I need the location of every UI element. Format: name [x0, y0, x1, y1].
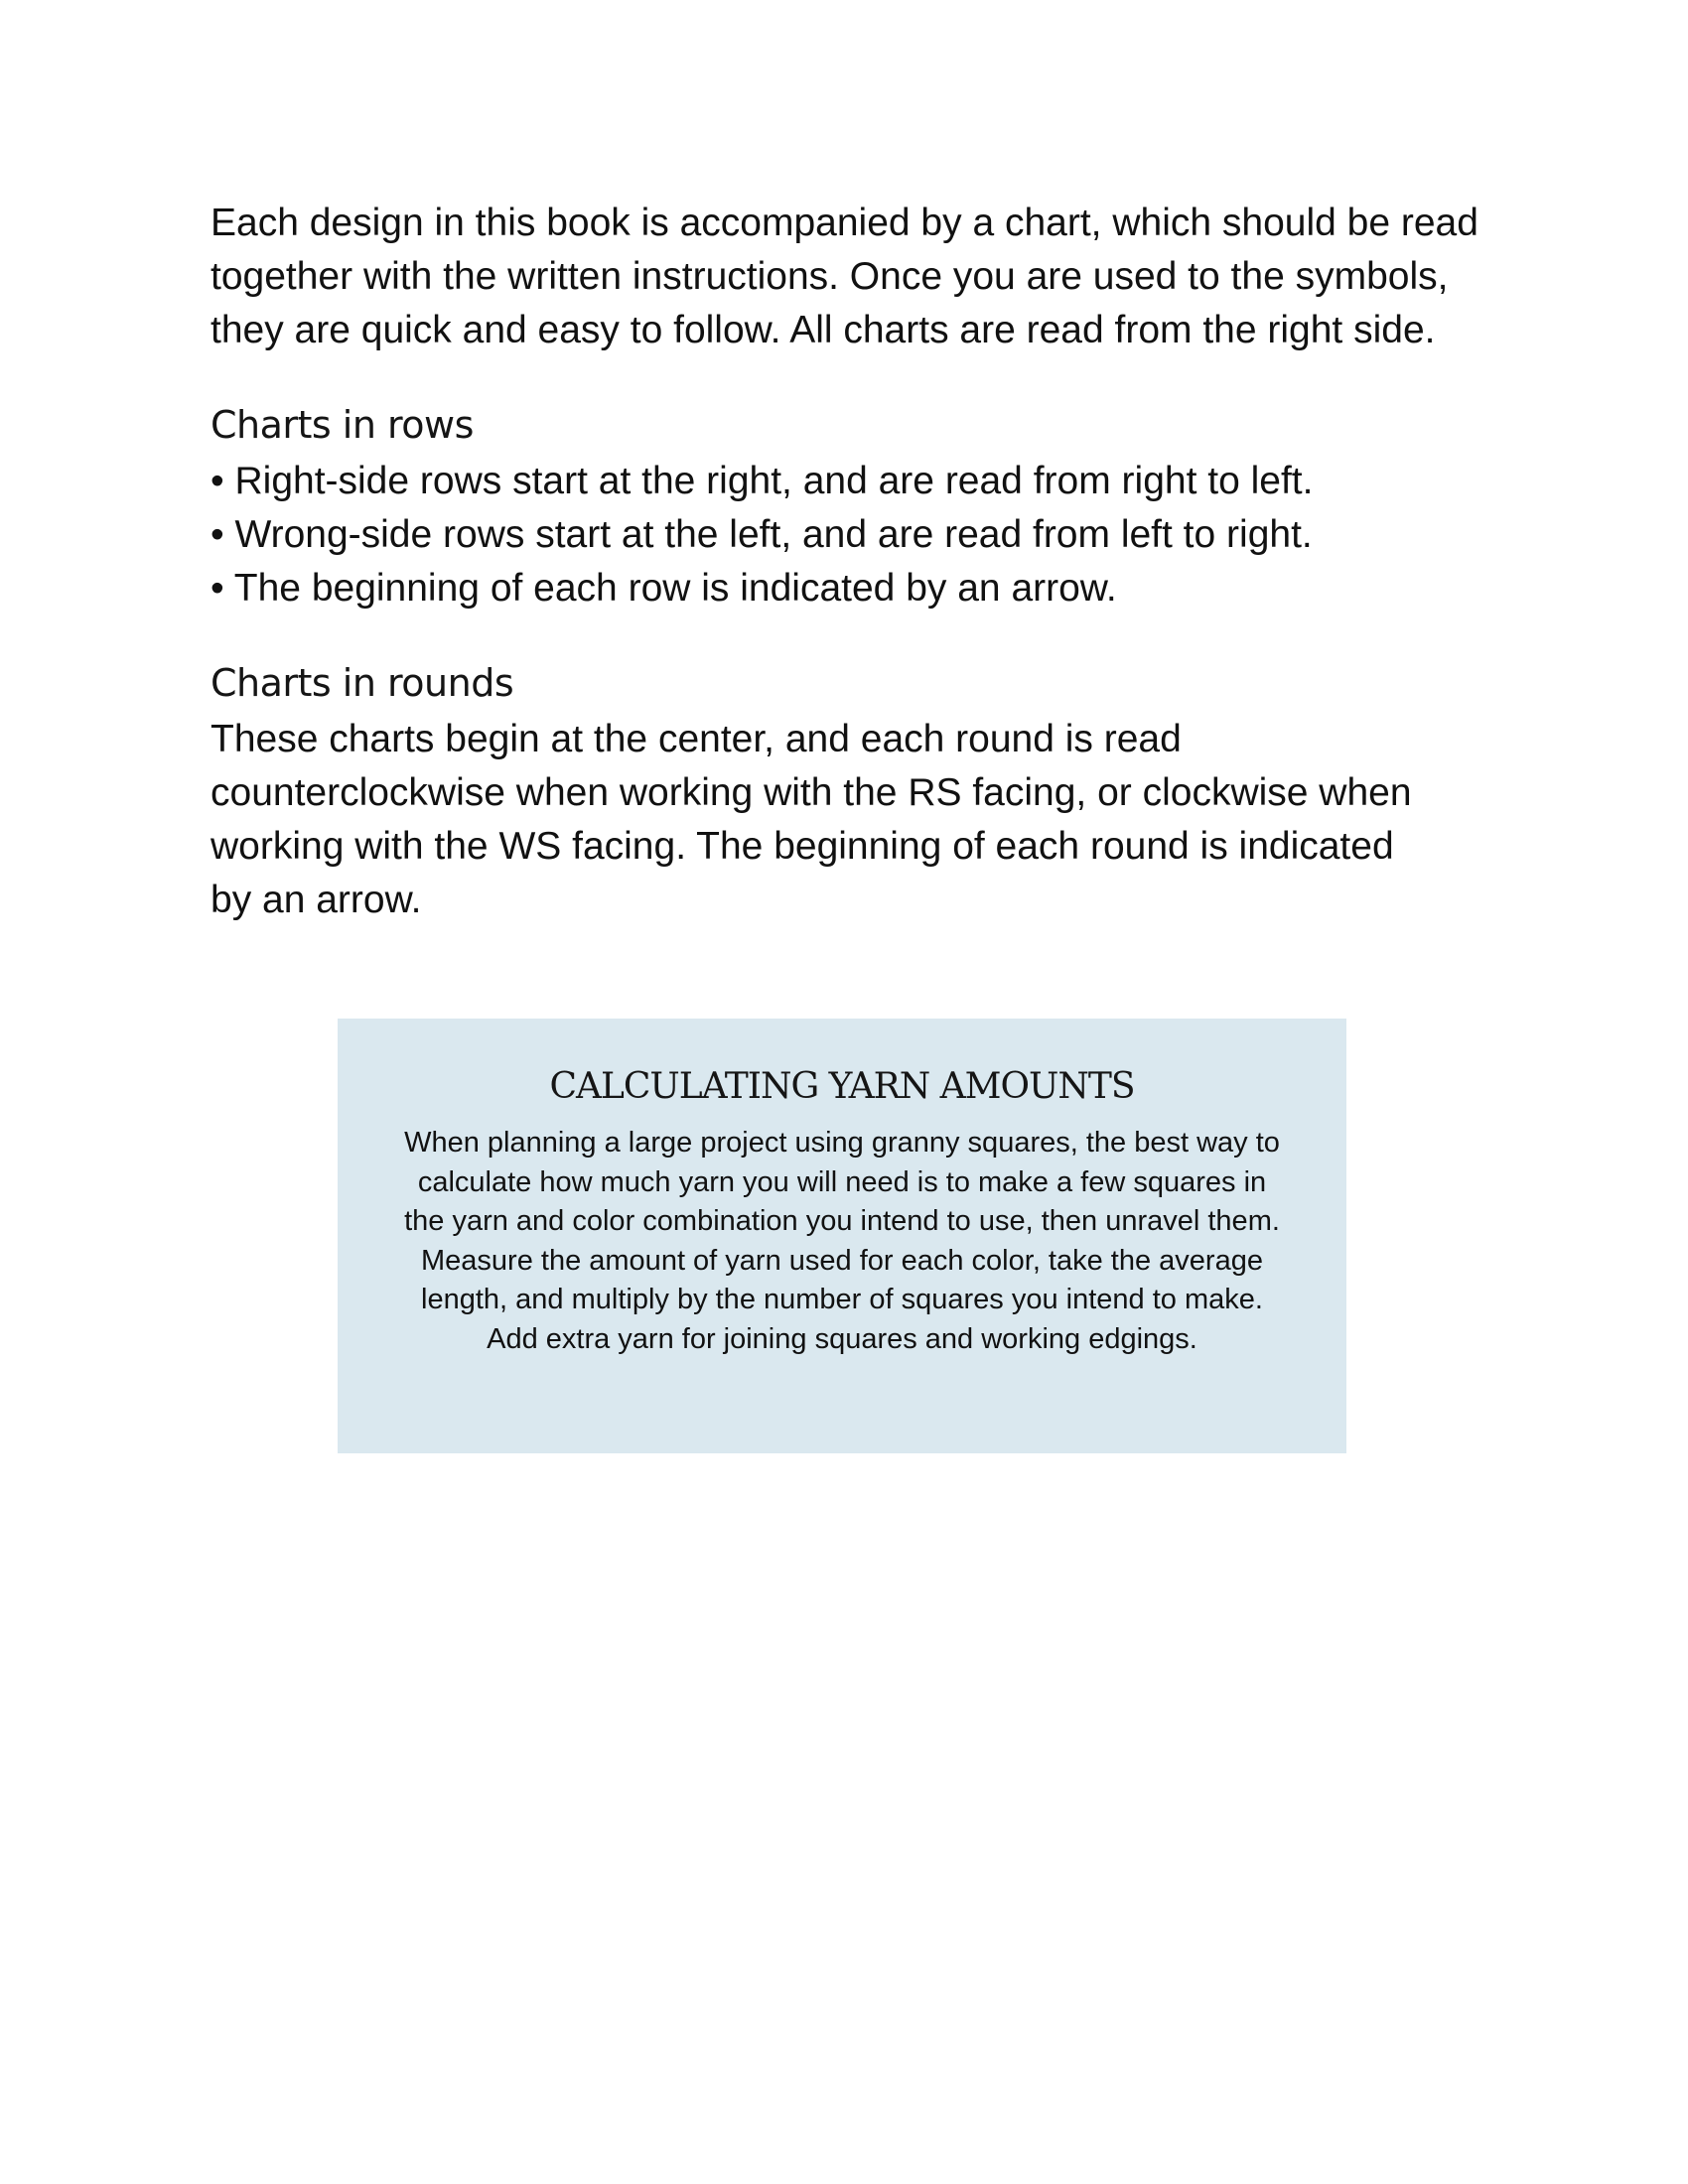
- charts-in-rounds-body: These charts begin at the center, and each round is read counterclockwise when working with the RS facing, or clockwise when working with the WS facing. The beginning of each round is indicated by an arrow.: [211, 718, 1412, 921]
- intro-paragraph: Each design in this book is accompanied by a chart, which should be read together with the written instructions. Once you are used to the symbols, they are quick and easy to follow. All charts are read from the right side.: [211, 202, 1478, 351]
- charts-in-rows-section: [211, 401, 1501, 615]
- charts-in-rows-list: [211, 455, 1501, 615]
- main-content: [211, 197, 1501, 927]
- info-box-body: When planning a large project using granny squares, the best way to calculate how much yarn you will need is to make a few squares in the yarn and color combination you intend to use, then unravel them. Measure the amount of yarn used for each color, take the average length, and multiply by the number of squares you intend to make. Add extra yarn for joining squares and working edgings.: [404, 1127, 1280, 1355]
- charts-in-rounds-section: [211, 659, 1501, 927]
- list-item: • Right-side rows start at the right, and are read from right to left.: [211, 460, 1314, 502]
- info-box-title: CALCULATING YARN AMOUNTS: [549, 1066, 1135, 1107]
- list-item: • Wrong-side rows start at the left, and are read from left to right.: [211, 513, 1313, 556]
- yarn-amounts-info-box: [338, 1019, 1346, 1453]
- list-item: • The beginning of each row is indicated by an arrow.: [211, 567, 1117, 610]
- charts-in-rounds-heading: Charts in rounds: [211, 661, 514, 705]
- charts-in-rows-heading: Charts in rows: [211, 403, 474, 447]
